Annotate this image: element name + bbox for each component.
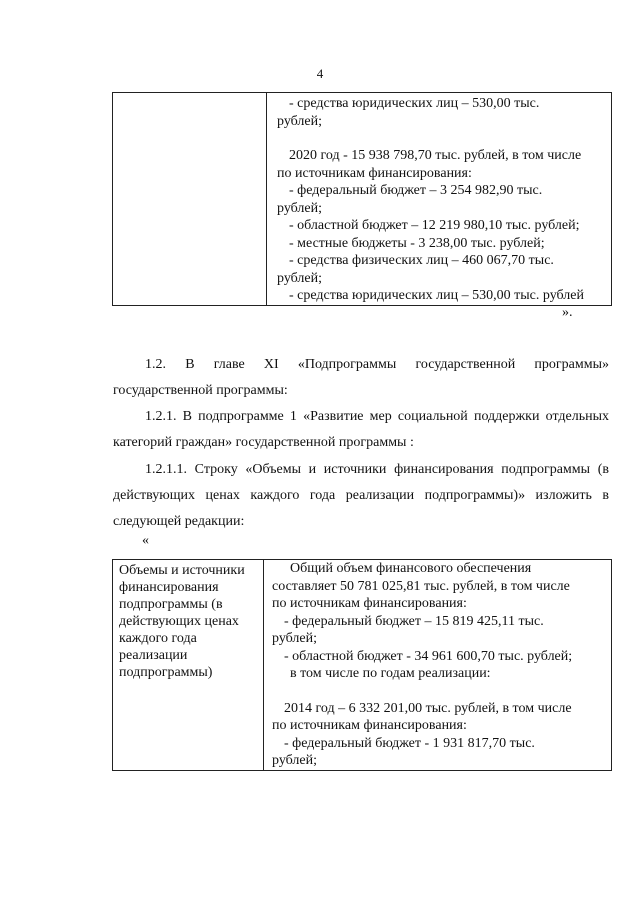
table-line: в том числе по годам реализации: (290, 666, 491, 681)
table-line: 2020 год - 15 938 798,70 тыс. рублей, в том числе (289, 148, 582, 163)
table-line: рублей; (272, 631, 317, 646)
table-line: - федеральный бюджет - 1 931 817,70 тыс. (284, 735, 535, 751)
row-header-line: Объемы и источники (119, 563, 245, 578)
table-line-spacer (272, 683, 607, 700)
row-header-line: каждого года (119, 631, 197, 646)
table-line: рублей; (277, 270, 322, 286)
table-line: - средства юридических лиц – 530,00 тыс. рублей (289, 288, 584, 303)
table-line: Общий объем финансового обеспечения (290, 561, 532, 576)
row-header-cell (113, 560, 264, 771)
table-left-cell-empty (113, 93, 267, 306)
paragraph-text: 1.2. В главе XI «Подпрограммы государственной программы» государственной программы: (113, 357, 609, 398)
table-line: - средства юридических лиц – 530,00 тыс. (289, 96, 540, 111)
table-line: - областной бюджет - 34 961 600,70 тыс. рублей; (284, 648, 573, 664)
table-line: - местные бюджеты - 3 238,00 тыс. рублей; (289, 235, 545, 251)
row-header-line: финансирования (119, 580, 219, 595)
table-line: составляет 50 781 025,81 тыс. рублей, в том числе (272, 578, 570, 594)
paragraph-1-2 (113, 352, 609, 404)
table-right-cell (267, 93, 612, 306)
table-line: рублей; (272, 753, 317, 768)
closing-quote: ». (562, 305, 573, 320)
table-line: рублей; (277, 200, 322, 216)
page-number: 4 (316, 66, 324, 81)
paragraph-text: 1.2.1.1. Строку «Объемы и источники финансирования подпрограммы (в действующих ценах каждого года реализации подпрограммы)» изложить в следующей редакции: (113, 462, 609, 529)
table-line: по источникам финансирования: (277, 165, 472, 181)
table-line: по источникам финансирования: (272, 718, 467, 733)
paragraph-text: 1.2.1. В подпрограмме 1 «Развитие мер социальной поддержки отдельных категорий граждан» государственной программы : (113, 409, 609, 450)
table-line: - федеральный бюджет – 15 819 425,11 тыс. (284, 613, 544, 629)
table-line: - областной бюджет – 12 219 980,10 тыс. рублей; (289, 218, 580, 233)
table-line: - федеральный бюджет – 3 254 982,90 тыс. (289, 183, 543, 198)
row-header-line: подпрограммы) (119, 665, 213, 680)
opening-quote: « (142, 533, 149, 548)
table-line-spacer (277, 130, 607, 147)
table-line: - средства физических лиц – 460 067,70 тыс. (289, 253, 554, 268)
row-header-line: действующих ценах (119, 614, 239, 629)
funding-table-new (112, 559, 612, 771)
row-header-line: реализации (119, 648, 188, 663)
paragraph-1-2-1-1 (113, 457, 609, 535)
table-line: рублей; (277, 113, 322, 129)
row-header-line: подпрограммы (в (119, 597, 223, 612)
row-value-cell (264, 560, 612, 771)
table-line: 2014 год – 6 332 201,00 тыс. рублей, в том числе (284, 700, 572, 716)
table-line: по источникам финансирования: (272, 596, 467, 611)
paragraph-1-2-1 (113, 404, 609, 456)
funding-table-continued (112, 92, 612, 306)
